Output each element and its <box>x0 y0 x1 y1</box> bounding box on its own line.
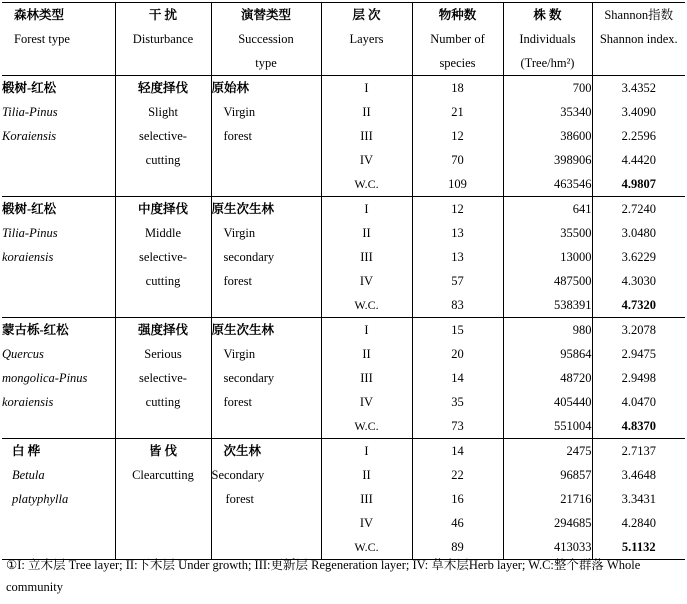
table-group <box>2 318 685 439</box>
table-footnote: ①I: 立木层 Tree layer; II:下木层 Under growth; III:更新层 Regeneration layer; IV: 草木层Herb layer; W.C:整个群落 Whole community <box>6 558 641 594</box>
header-individuals: 株 数 Individuals (Tree/hm²) <box>503 3 592 76</box>
forest-type-cell: 椴树-红松 Tilia-Pinus koraiensis <box>2 197 115 318</box>
forest-type-cell: 白 桦 Betula platyphylla <box>2 439 115 560</box>
disturbance-cell: 皆 伐 Clearcutting <box>115 439 211 560</box>
disturbance-cell: 轻度择伐 Slight selective- cutting <box>115 76 211 197</box>
forest-type-cell: 蒙古栎-红松 Quercus mongolica-Pinus koraiensis <box>2 318 115 439</box>
species-cell: 14 22 16 46 89 <box>412 439 503 560</box>
individuals-cell: 641 35500 13000 487500 538391 <box>503 197 592 318</box>
table-row <box>2 76 685 197</box>
table-header <box>2 3 685 76</box>
species-cell: 12 13 13 57 83 <box>412 197 503 318</box>
forest-type-cell: 椴树-红松 Tilia-Pinus Koraiensis <box>2 76 115 197</box>
shannon-cell: 2.7137 3.4648 3.3431 4.2840 5.1132 <box>592 439 685 560</box>
layers-cell: I II III IV W.C. <box>321 197 412 318</box>
disturbance-cell: 强度择伐 Serious selective- cutting <box>115 318 211 439</box>
header-disturbance: 干 扰 Disturbance <box>115 3 211 76</box>
table-group <box>2 76 685 197</box>
diversity-table <box>2 2 685 560</box>
succession-cell: 次生林 Secondary forest <box>211 439 321 560</box>
table-row <box>2 439 685 560</box>
header-species: 物种数 Number of species <box>412 3 503 76</box>
table-group <box>2 197 685 318</box>
shannon-cell: 3.4352 3.4090 2.2596 4.4420 4.9807 <box>592 76 685 197</box>
individuals-cell: 2475 96857 21716 294685 413033 <box>503 439 592 560</box>
succession-cell: 原始林 Virgin forest <box>211 76 321 197</box>
shannon-cell: 2.7240 3.0480 3.6229 4.3030 4.7320 <box>592 197 685 318</box>
species-cell: 18 21 12 70 109 <box>412 76 503 197</box>
individuals-cell: 700 35340 38600 398906 463546 <box>503 76 592 197</box>
layers-cell: I II III IV W.C. <box>321 439 412 560</box>
header-forest-type: 森林类型 Forest type <box>2 3 115 76</box>
table-row <box>2 197 685 318</box>
header-shannon: Shannon指数 Shannon index. <box>592 3 685 76</box>
header-layers: 层 次 Layers <box>321 3 412 76</box>
individuals-cell: 980 95864 48720 405440 551004 <box>503 318 592 439</box>
header-succession: 演替类型 Succession type <box>211 3 321 76</box>
disturbance-cell: 中度择伐 Middle selective- cutting <box>115 197 211 318</box>
layers-cell: I II III IV W.C. <box>321 318 412 439</box>
shannon-cell: 3.2078 2.9475 2.9498 4.0470 4.8370 <box>592 318 685 439</box>
layers-cell: I II III IV W.C. <box>321 76 412 197</box>
succession-cell: 原生次生林 Virgin secondary forest <box>211 318 321 439</box>
table-group <box>2 439 685 560</box>
table-row <box>2 318 685 439</box>
species-cell: 15 20 14 35 73 <box>412 318 503 439</box>
succession-cell: 原生次生林 Virgin secondary forest <box>211 197 321 318</box>
